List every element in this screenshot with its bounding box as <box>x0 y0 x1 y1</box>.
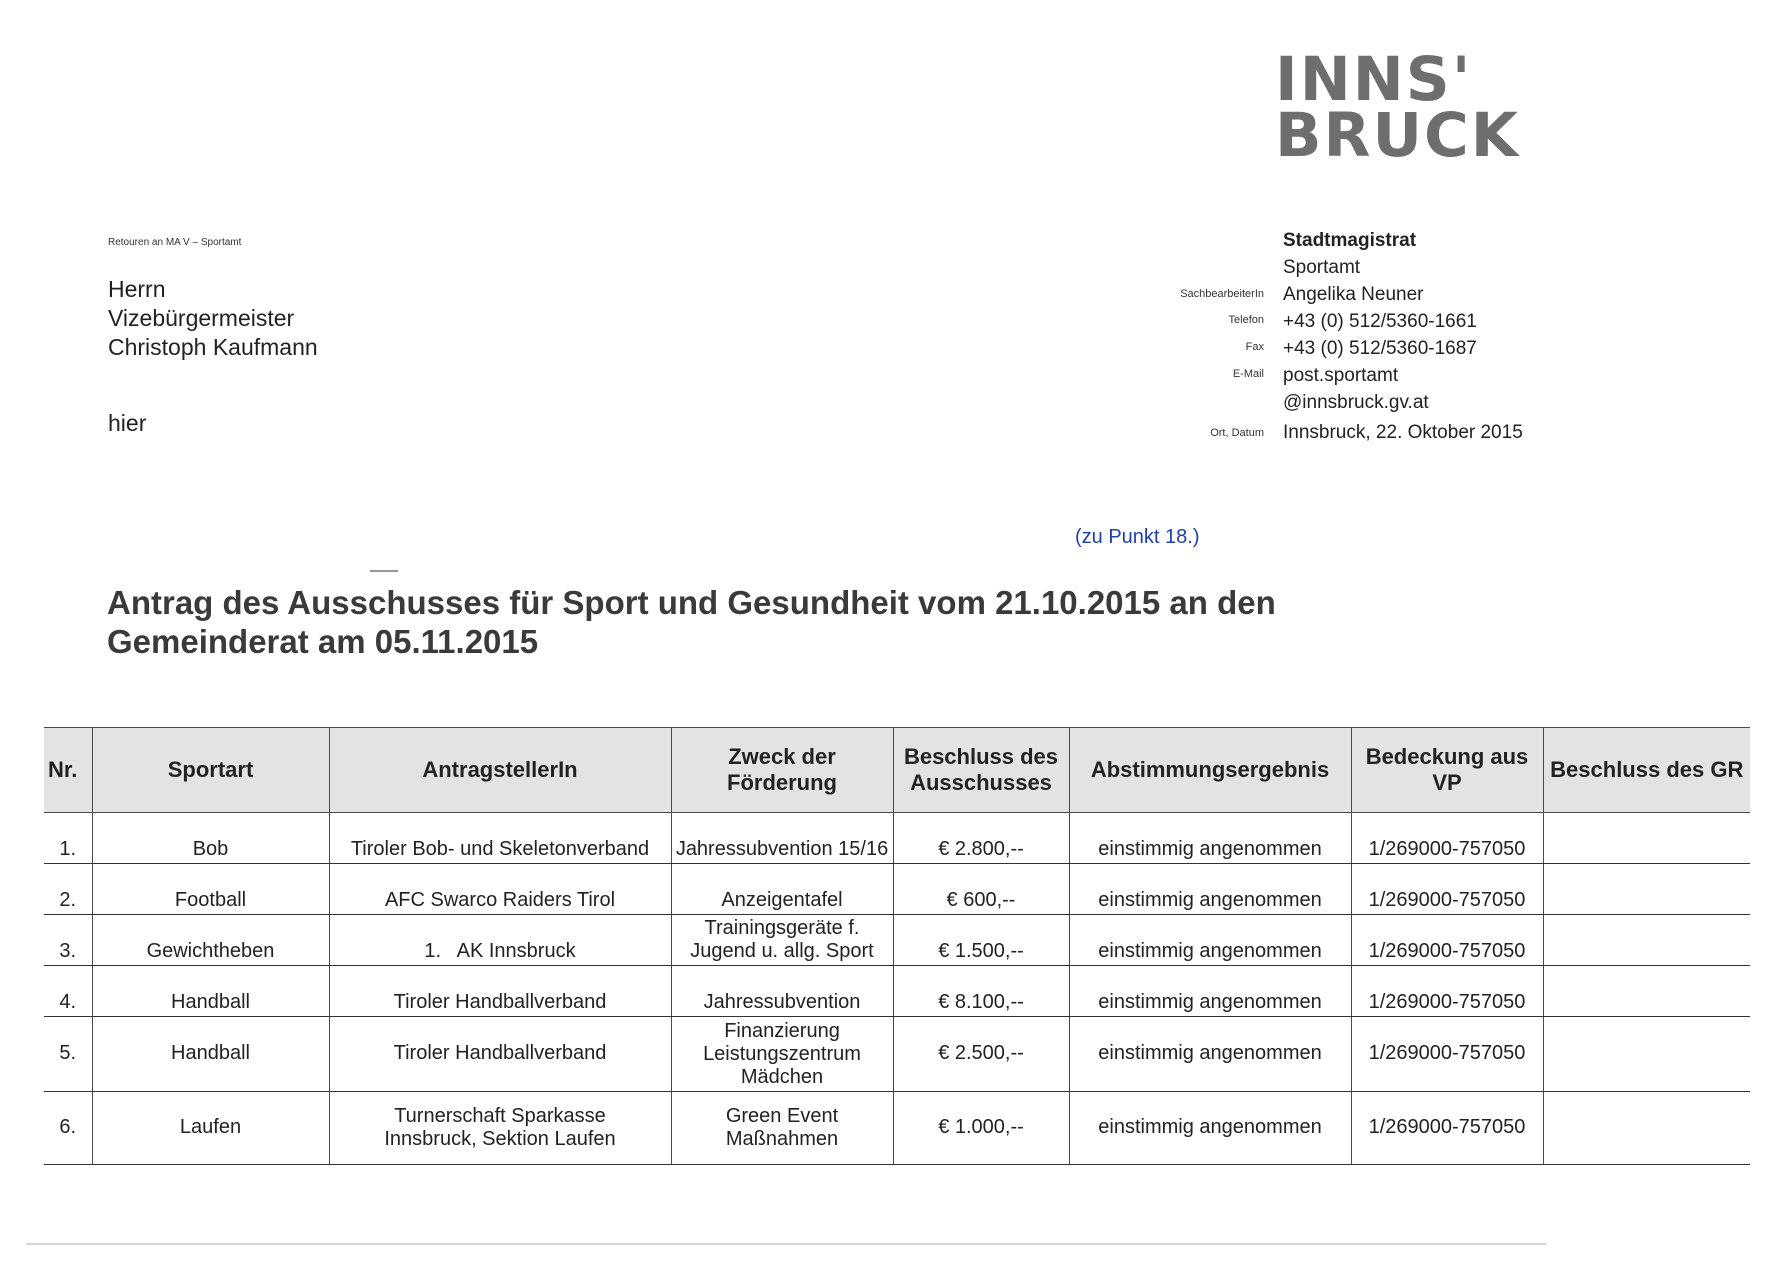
cell-ergebnis: einstimmig angenommen <box>1069 813 1351 864</box>
cell-nr: 3. <box>44 915 92 966</box>
header-gr: Beschluss des GR <box>1543 728 1750 813</box>
cell-gr <box>1543 864 1750 915</box>
header-nr: Nr. <box>44 728 92 813</box>
label-email: E-Mail <box>1232 368 1264 380</box>
cell-zweck: Trainingsgeräte f. Jugend u. allg. Sport <box>671 915 893 966</box>
cell-bedeckung: 1/269000-757050 <box>1351 864 1543 915</box>
cell-antragsteller: AFC Swarco Raiders Tirol <box>329 864 671 915</box>
cell-antragsteller: Tiroler Handballverband <box>329 966 671 1017</box>
cell-sportart: Handball <box>92 966 329 1017</box>
cell-betrag: € 600,-- <box>893 864 1069 915</box>
cell-ergebnis: einstimmig angenommen <box>1069 864 1351 915</box>
cell-bedeckung: 1/269000-757050 <box>1351 1017 1543 1092</box>
sender-fax: +43 (0) 512/5360-1687 <box>1283 338 1477 359</box>
header-sportart: Sportart <box>92 728 329 813</box>
table-row <box>44 1092 1750 1165</box>
label-clerk: SachbearbeiterIn <box>1180 288 1264 300</box>
cell-antragsteller: 1. AK Innsbruck <box>329 915 671 966</box>
addressee-title: Vizebürgermeister <box>108 305 295 331</box>
cell-zweck: Green Event Maßnahmen <box>671 1092 893 1165</box>
sender-phone: +43 (0) 512/5360-1661 <box>1283 311 1477 332</box>
label-place-date: Ort, Datum <box>1210 427 1264 439</box>
cell-nr: 6. <box>44 1092 92 1165</box>
cell-antragsteller: Turnerschaft Sparkasse Innsbruck, Sektion Laufen <box>329 1092 671 1165</box>
title-line-2: Gemeinderat am 05.11.2015 <box>107 623 539 660</box>
cell-bedeckung: 1/269000-757050 <box>1351 915 1543 966</box>
addressee-name: Christoph Kaufmann <box>108 334 318 360</box>
cell-sportart: Football <box>92 864 329 915</box>
document-title <box>107 583 1407 661</box>
cell-gr <box>1543 915 1750 966</box>
cell-gr <box>1543 1017 1750 1092</box>
title-line-1: Antrag des Ausschusses für Sport und Gesundheit vom 21.10.2015 an den <box>107 584 1276 621</box>
sender-org: Stadtmagistrat <box>1283 230 1417 251</box>
sender-email-2: @innsbruck.gv.at <box>1283 392 1429 413</box>
cell-bedeckung: 1/269000-757050 <box>1351 1092 1543 1165</box>
logo-line-2: BRUCK <box>1275 100 1521 171</box>
cell-nr: 5. <box>44 1017 92 1092</box>
cell-sportart: Bob <box>92 813 329 864</box>
header-zweck: Zweck der Förderung <box>671 728 893 813</box>
addressee-salutation: Herrn <box>108 276 166 302</box>
cell-betrag: € 1.500,-- <box>893 915 1069 966</box>
cell-ergebnis: einstimmig angenommen <box>1069 915 1351 966</box>
logo-line-1: INNS' <box>1275 44 1473 115</box>
cell-betrag: € 2.800,-- <box>893 813 1069 864</box>
cell-ergebnis: einstimmig angenommen <box>1069 1017 1351 1092</box>
header-antragsteller: AntragstellerIn <box>329 728 671 813</box>
table-row <box>44 864 1750 915</box>
sender-place-date: Innsbruck, 22. Oktober 2015 <box>1283 422 1523 443</box>
label-phone: Telefon <box>1228 314 1264 326</box>
innsbruck-logo <box>1275 44 1521 171</box>
cell-betrag: € 8.100,-- <box>893 966 1069 1017</box>
cell-gr <box>1543 966 1750 1017</box>
table-row <box>44 813 1750 864</box>
cell-gr <box>1543 813 1750 864</box>
cell-nr: 4. <box>44 966 92 1017</box>
cell-bedeckung: 1/269000-757050 <box>1351 966 1543 1017</box>
table-row <box>44 915 1750 966</box>
header-bedeckung: Bedeckung aus VP <box>1351 728 1543 813</box>
cell-zweck: Anzeigentafel <box>671 864 893 915</box>
cell-zweck: Jahressubvention <box>671 966 893 1017</box>
title-dash <box>370 570 398 572</box>
return-address-line: Retouren an MA V – Sportamt <box>108 237 242 248</box>
cell-sportart: Laufen <box>92 1092 329 1165</box>
cell-sportart: Gewichtheben <box>92 915 329 966</box>
cell-ergebnis: einstimmig angenommen <box>1069 1092 1351 1165</box>
cell-gr <box>1543 1092 1750 1165</box>
table-row <box>44 966 1750 1017</box>
cell-sportart: Handball <box>92 1017 329 1092</box>
cell-antragsteller: Tiroler Bob- und Skeletonverband <box>329 813 671 864</box>
header-abstimmung: Abstimmungsergebnis <box>1069 728 1351 813</box>
header-beschluss: Beschluss des Ausschusses <box>893 728 1069 813</box>
cell-betrag: € 1.000,-- <box>893 1092 1069 1165</box>
addressee-hier: hier <box>108 410 147 436</box>
sender-clerk: Angelika Neuner <box>1283 284 1424 305</box>
cell-nr: 2. <box>44 864 92 915</box>
page-bottom-rule <box>26 1243 1546 1245</box>
cell-betrag: € 2.500,-- <box>893 1017 1069 1092</box>
agenda-point: (zu Punkt 18.) <box>1075 526 1200 548</box>
cell-bedeckung: 1/269000-757050 <box>1351 813 1543 864</box>
table-row <box>44 1017 1750 1092</box>
label-fax: Fax <box>1245 341 1264 353</box>
sender-email-1: post.sportamt <box>1283 365 1399 386</box>
cell-ergebnis: einstimmig angenommen <box>1069 966 1351 1017</box>
cell-zweck: Finanzierung Leistungszentrum Mädchen <box>671 1017 893 1092</box>
cell-zweck: Jahressubvention 15/16 <box>671 813 893 864</box>
sender-dept: Sportamt <box>1283 257 1361 278</box>
addressee-block <box>108 275 318 362</box>
grant-table <box>44 727 1750 1165</box>
cell-nr: 1. <box>44 813 92 864</box>
cell-antragsteller: Tiroler Handballverband <box>329 1017 671 1092</box>
table-header-row <box>44 728 1750 813</box>
